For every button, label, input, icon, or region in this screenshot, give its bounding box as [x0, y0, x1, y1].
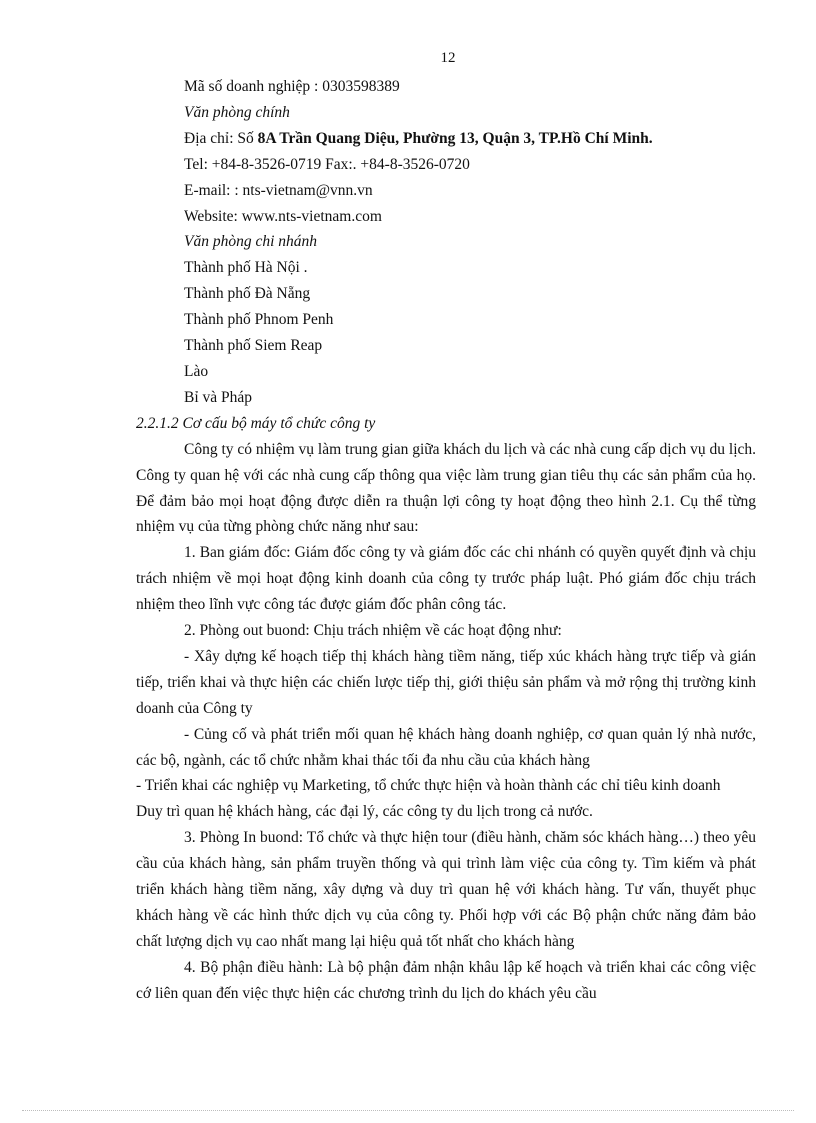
website-line: Website: www.nts-vietnam.com [184, 207, 382, 225]
item-board-of-directors: 1. Ban giám đốc: Giám đốc công ty và giám đốc các chi nhánh có quyền quyết định và chịu trách nhiệm về mọi hoạt động kinh doanh của công ty trước pháp luật. Phó giám đốc chịu trách nhiệm theo lĩnh vực công tác được giám đốc phân công tác. [136, 544, 756, 614]
branch-item: Thành phố Phnom Penh [184, 311, 334, 329]
tel-fax-line: Tel: +84-8-3526-0719 Fax:. +84-8-3526-0720 [184, 155, 470, 173]
address-value: 8A Trần Quang Diệu, Phường 13, Quận 3, TP.Hồ Chí Minh. [257, 129, 653, 147]
branch-item: Thành phố Siem Reap [184, 337, 323, 355]
outbound-task-partner-relations: Duy trì quan hệ khách hàng, các đại lý, các công ty du lịch trong cả nước. [136, 803, 593, 821]
item-inbound-department: 3. Phòng In buond: Tổ chức và thực hiện tour (điều hành, chăm sóc khách hàng…) theo yêu cầu của khách hàng, sản phẩm truyền thống và qui trình làm việc của công ty. Tìm kiếm và phát triển khách hàng tiềm năng, xây dựng và duy trì quan hệ với khách hàng. Tư vấn, thuyết phục khách hàng về các hình thức dịch vụ của công ty. Phối hợp với các Bộ phận chức năng đảm bảo chất lượng dịch vụ cao nhất mang lại hiệu quả tốt nhất cho khách hàng [136, 829, 756, 950]
item-operations-department: 4. Bộ phận điều hành: Là bộ phận đảm nhận khâu lập kế hoạch và triển khai các công việc cớ liên quan đến việc thực hiện các chương trình du lịch do khách yêu cầu [136, 958, 756, 1002]
email-line: E-mail: : nts-vietnam@vnn.vn [184, 181, 373, 199]
branch-item: Thành phố Đà Nẵng [184, 285, 311, 303]
document-body [136, 74, 756, 1007]
tax-code-line: Mã số doanh nghiệp : 0303598389 [184, 78, 400, 95]
main-office-heading: Văn phòng chính [184, 103, 290, 121]
page-number: 12 [440, 50, 456, 66]
branch-item: Thành phố Hà Nội . [184, 259, 308, 277]
item-outbound-department: 2. Phòng out buond: Chịu trách nhiệm về các hoạt động như: [184, 622, 562, 640]
outbound-task-marketing-ops: - Triển khai các nghiệp vụ Marketing, tổ chức thực hiện và hoàn thành các chỉ tiêu kinh doanh [136, 777, 721, 795]
page-bottom-divider [22, 1110, 794, 1111]
outbound-task-marketing-plan: - Xây dựng kế hoạch tiếp thị khách hàng tiềm năng, tiếp xúc khách hàng trực tiếp và gián tiếp, triển khai và thực hiện các chiến lược tiếp thị, giới thiệu sản phẩm và mở rộng thị trường kinh doanh của Công ty [136, 647, 756, 717]
address-line [136, 126, 756, 152]
outbound-task-customer-relations: - Củng cố và phát triển mối quan hệ khách hàng doanh nghiệp, cơ quan quản lý nhà nước, các bộ, ngành, các tổ chức nhằm khai thác tối đa nhu cầu của khách hàng [136, 725, 756, 769]
branch-office-heading: Văn phòng chi nhánh [184, 233, 318, 251]
intro-paragraph: Công ty có nhiệm vụ làm trung gian giữa khách du lịch và các nhà cung cấp dịch vụ du lịch. Công ty quan hệ với các nhà cung cấp thông qua việc làm trung gian tiêu thụ các sản phẩm của họ. Để đảm bảo mọi hoạt động được diễn ra thuận lợi công ty hoạt động theo hình 2.1. Cụ thể từng nhiệm vụ của từng phòng chức năng như sau: [136, 440, 756, 536]
address-prefix: Địa chỉ: Số [184, 129, 258, 147]
section-heading: 2.2.1.2 Cơ cấu bộ máy tổ chức công ty [136, 414, 376, 432]
branch-item: Lào [184, 362, 209, 380]
branch-item: Bỉ và Pháp [184, 388, 253, 406]
